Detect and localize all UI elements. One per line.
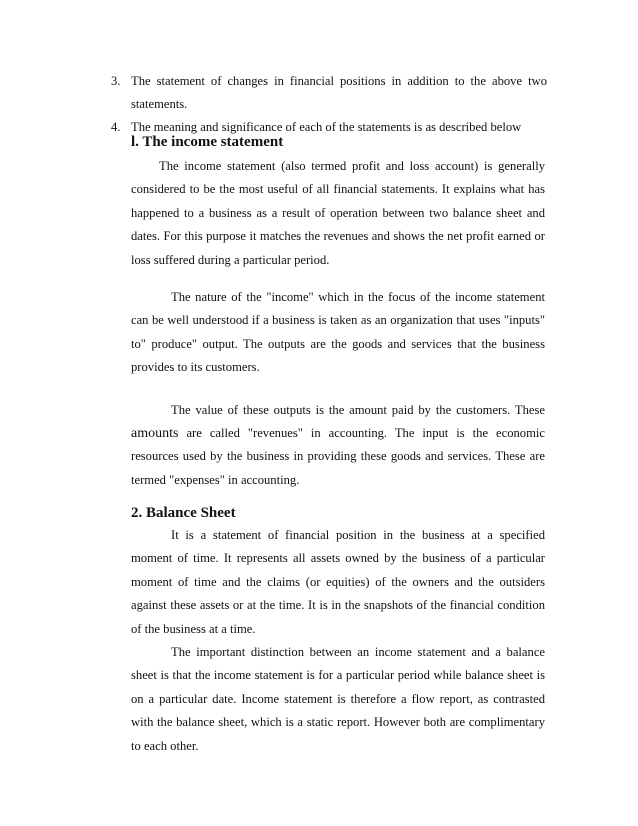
list-item-number: 3. [111,74,121,88]
amounts-word: amounts [131,426,179,442]
balance-sheet-heading: 2. Balance Sheet [131,505,236,521]
income-paragraph-3-lead: The value of these outputs is the amount paid by the customers. These [171,402,545,417]
list-item-text: The statement of changes in financial positions in addition to the above two statements. [131,74,547,111]
balance-sheet-section [131,503,545,758]
income-paragraph-3-rest: are called "revenues" in accounting. The input is the economic resources used by the business in providing these goods and services. These are termed "expenses" in accounting. [131,426,545,487]
balance-paragraph-1: It is a statement of financial position in the business at a specified moment of time. It represents all assets owned by the business of a particular moment of time and the claims (or equities) of the owners and the outsiders against these assets or at the time. It is in the snapshots of the financial condition of the business at a time. [131,528,545,636]
balance-paragraph-2: The important distinction between an income statement and a balance sheet is that the income statement is for a particular period while balance sheet is on a particular date. Income statement is therefore a flow report, as contrasted with the balance sheet, which is a static report. However both are complimentary to each other. [131,645,545,753]
income-statement-heading: l. The income statement [131,134,284,150]
list-item [111,70,547,116]
list-item-text: The meaning and significance of each of the statements is as described below [131,120,522,134]
income-paragraph-3 [131,399,545,493]
numbered-list [111,70,547,139]
list-item-number: 4. [111,120,121,134]
income-paragraph-1: The income statement (also termed profit and loss account) is generally considered to be the most useful of all financial statements. It explains what has happened to a business as a result of operation between two balance sheet and dates. For this purpose it matches the revenues and shows the net profit earned or loss suffered during a particular period. [131,159,545,267]
income-statement-section [131,132,545,492]
income-paragraph-2: The nature of the "income" which in the focus of the income statement can be well understood if a business is taken as an organization that uses "inputs" to" produce" output. The outputs are the goods and services that the business provides to its customers. [131,290,545,375]
